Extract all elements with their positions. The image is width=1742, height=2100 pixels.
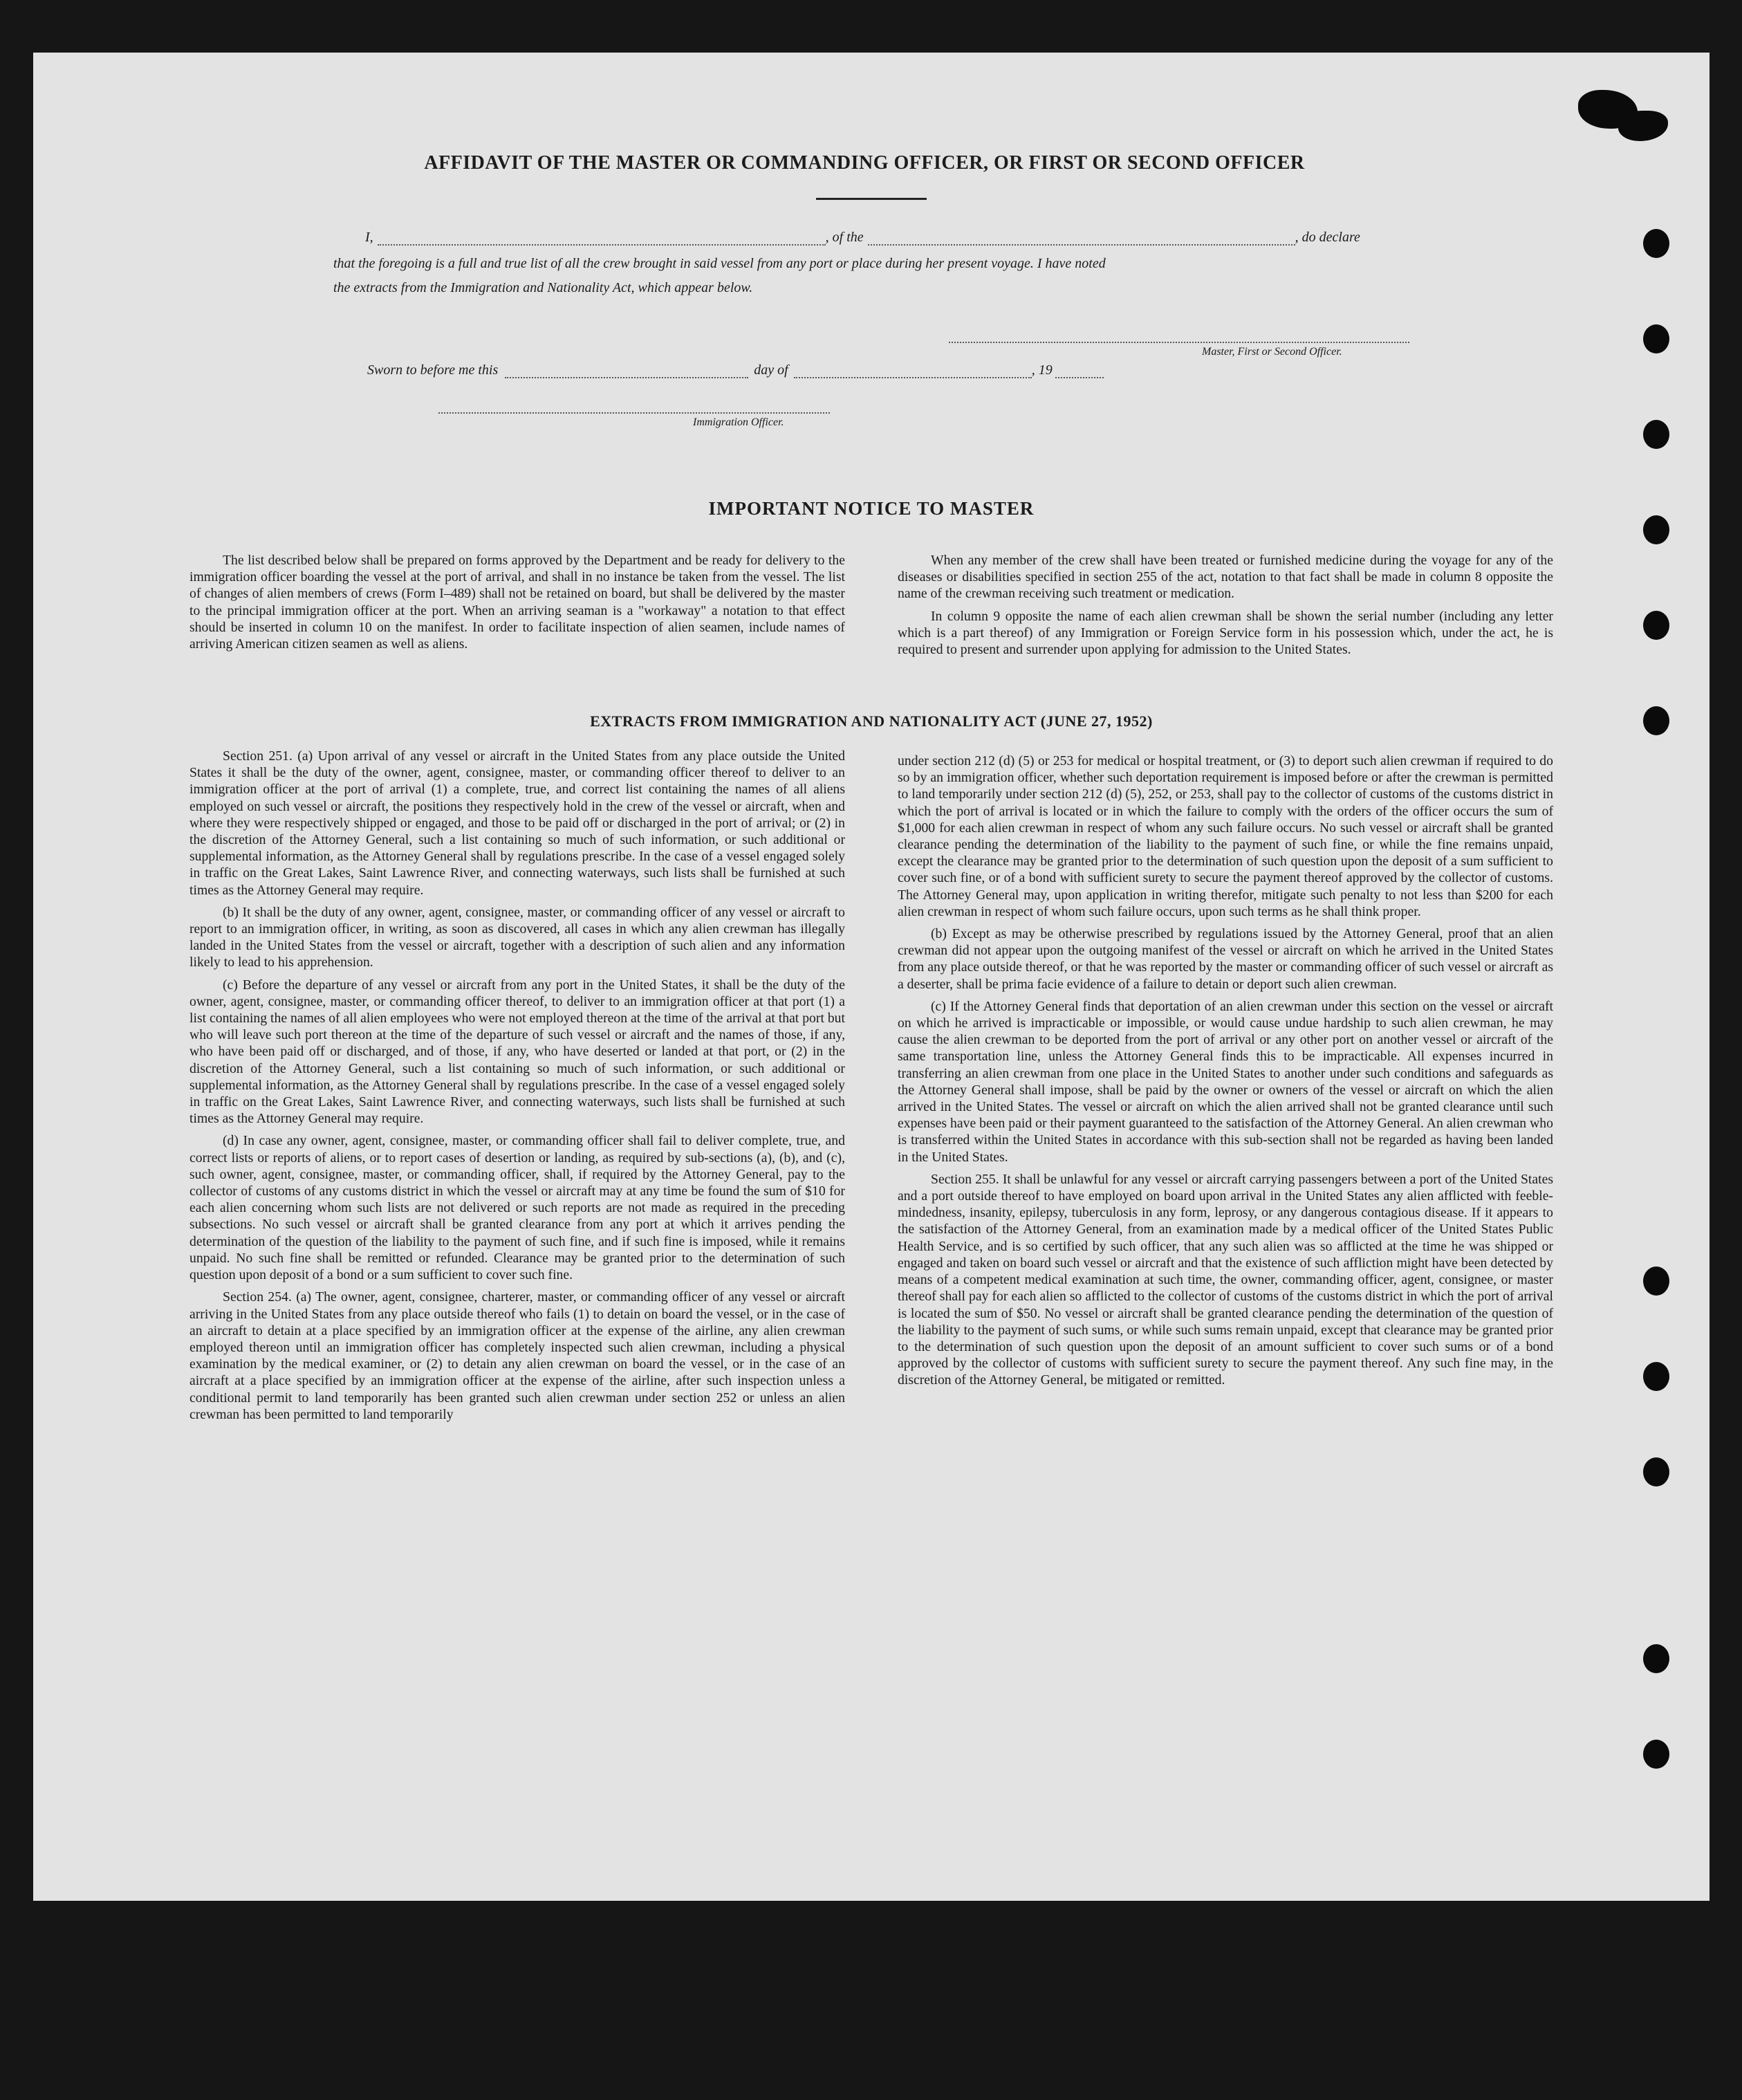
notice-right-paragraph: In column 9 opposite the name of each alien crewman shall be shown the serial number (including any letter which is a part thereof) of any Immigration or Foreign Service form in his possession which, under the act, he is required to present and surrender upon applying for admission to the United States. <box>898 608 1553 658</box>
notice-left-column <box>189 552 845 658</box>
extracts-right-column <box>898 753 1553 1394</box>
notice-left-paragraph: The list described below shall be prepared on forms approved by the Department and be ready for delivery to the immigration officer boarding the vessel at the port of arrival, and shall in no instance be taken from the vessel. The list of changes of alien members of crews (Form I–489) shall not be retained on board, but shall be delivered by the master to the principal immigration officer at the port. When an arriving seaman is a "workaway" a notation to that effect should be inserted in column 10 on the manifest. In order to facilitate inspection of alien seamen, include names of arriving American citizen seamen as well as aliens. <box>189 553 845 652</box>
punch-hole <box>1643 611 1669 640</box>
extract-paragraph: Section 251. (a) Upon arrival of any vessel or aircraft in the United States from any place outside the United States it shall be the duty of the owner, agent, consignee, master, or commanding officer thereof to deliver to an immigration officer at the port of arrival (1) a complete, true, and correct list containing the names of all aliens employed on such vessel or aircraft, the positions they respectively hold in the crew of the vessel or aircraft, when and where they were respectively shipped or engaged, and those to be paid off or discharged in the port of arrival; or (2) in the discretion of the Attorney General, such a list containing so much of such information, or such additional or supplemental information, as the Attorney General shall by regulations prescribe. In the case of a vessel engaged solely in traffic on the Great Lakes, Saint Lawrence River, and connecting waterways, such lists shall be furnished at such times as the Attorney General may require. <box>189 748 845 898</box>
do-declare-label: , do declare <box>1295 230 1360 245</box>
year-label: , 19 <box>1031 362 1053 378</box>
sworn-day-field[interactable] <box>505 363 748 378</box>
vessel-field[interactable] <box>868 230 1295 246</box>
ink-blot <box>1618 111 1668 141</box>
of-the-label: , of the <box>825 230 864 245</box>
extract-paragraph: (b) It shall be the duty of any owner, agent, consignee, master, or commanding officer of any vessel or aircraft to report to an immigration officer, in writing, as soon as discovered, all cases in which any alien crewman has illegally landed in the United States from the vessel or aircraft, together with a description of such alien and any information likely to lead to his apprehension. <box>189 904 845 970</box>
master-signature-line[interactable] <box>949 332 1409 343</box>
extract-paragraph: (d) In case any owner, agent, consignee, master, or commanding officer shall fail to deliver complete, true, and correct lists or reports of aliens, or to report cases of desertion or landing, as required by sub-sections (a), (b), and (c), such owner, agent, consignee, master, or commanding officer, shall, if required by the Attorney General, pay to the collector of customs of any customs district in which the vessel or aircraft may at any time be found the sum of $10 for each alien concerning whom such lists are not delivered or such reports are not made as required in the preceding subsections. No such vessel or aircraft shall be granted clearance from any port at which it arrives pending the determination of the question of the liability to the payment of such fine, and if such fine is imposed, while it remains unpaid. No such fine shall be remitted or refunded. Clearance may be granted prior to the determination of such question upon deposit of a bond or a sum sufficient to cover such fine. <box>189 1133 845 1283</box>
punch-hole <box>1643 1457 1669 1486</box>
extract-paragraph: Section 255. It shall be unlawful for any vessel or aircraft carrying passengers between a port of the United States and a port outside thereof to have employed on board upon arrival in the United States any alien afflicted with feeble-mindedness, insanity, epilepsy, tuberculosis in any form, leprosy, or any dangerous contagious disease. If it appears to the satisfaction of the Attorney General, from an examination made by a medical officer of the United States Public Health Service, and is so certified by such officer, that any such alien was so afflicted at the time he was shipped or engaged and taken on board such vessel or aircraft and that the existence of such affliction might have been detected by means of a competent medical examination at such time, the owner, commanding officer, agent, consignee, or master thereof shall pay for each alien so afflicted to the collector of customs of the customs district in which the port of arrival is located the sum of $50. No vessel or aircraft shall be granted clearance pending the determination of the question of the liability to the payment of such sums, or while such sums remain unpaid, except that clearance may be granted prior to the determination of such question upon the deposit of an amount sufficient to cover such sums or of a bond approved by the collector of customs with sufficient surety to secure the payment thereof. Any such fine may, in the discretion of the Attorney General, be mitigated or remitted. <box>898 1171 1553 1388</box>
declaration-line-2: that the foregoing is a full and true list of all the crew brought in said vessel from any port or place during her present voyage. I have noted <box>333 256 1106 271</box>
extract-paragraph: under section 212 (d) (5) or 253 for medical or hospital treatment, or (3) to deport such alien crewman if required to do so by an immigration officer, whether such deportation requirement is imposed before or after the crewman is permitted to land temporarily under section 212 (d) (5), 252, or 253, shall pay to the collector of customs of the customs district in which the port of arrival is located or in which the failure to comply with the orders of the officer occurs the sum of $1,000 for each alien crewman in respect of whom any such failure occurs. No such vessel or aircraft shall be granted clearance pending the determination of the liability to the payment of such fine, or while the fine remains unpaid, except the clearance may be granted prior to the determination of such question upon the deposit of a sum sufficient to cover such fine, or of a bond with sufficient surety to secure the payment thereof approved by the collector of customs. The Attorney General may, upon application in writing therefor, mitigate such penalty to not less than $200 for each alien crewman in respect of whom such failure occurs, upon such terms as he shall think proper. <box>898 753 1553 919</box>
affidavit-title: AFFIDAVIT OF THE MASTER OR COMMANDING OFFICER, OR FIRST OR SECOND OFFICER <box>424 152 1305 174</box>
officer-signature-label: Immigration Officer. <box>693 416 784 428</box>
extract-paragraph: (c) If the Attorney General finds that deportation of an alien crewman under this section on the vessel or aircraft on which he arrived is impracticable or impossible, or would cause undue hardship to such alien crewman, he may cause the alien crewman to be deported from the port of arrival or any other port on another vessel or aircraft of the same transportation line, unless the Attorney General finds this to be impracticable. All expenses incurred in transferring an alien crewman from one place in the United States to another under such conditions and safeguards as the Attorney General shall impose, shall be paid by the owner or owners of the vessel or aircraft on which the alien arrived in the United States. The vessel or aircraft on which the alien arrived shall not be granted clearance until such expenses have been paid or their payment guaranteed to the satisfaction of the Attorney General. An alien crewman who is transferred within the United States in accordance with this sub-section shall not be regarded as having been landed in the United States. <box>898 998 1553 1165</box>
punch-hole <box>1643 324 1669 353</box>
officer-signature-line[interactable] <box>438 404 830 414</box>
master-signature-label: Master, First or Second Officer. <box>1202 346 1342 358</box>
extracts-heading: EXTRACTS FROM IMMIGRATION AND NATIONALITY ACT (JUNE 27, 1952) <box>590 712 1153 730</box>
notice-right-paragraph: When any member of the crew shall have been treated or furnished medicine during the voyage for any of the diseases or disabilities specified in section 255 of the act, notation to that fact shall be made in column 8 opposite the name of the crewman receiving such treatment or medication. <box>898 553 1553 602</box>
title-rule <box>816 198 927 200</box>
i-label: I, <box>365 230 373 245</box>
declaration-line-1 <box>365 230 1409 246</box>
punch-hole <box>1643 420 1669 449</box>
punch-hole <box>1643 1644 1669 1673</box>
extract-paragraph: (c) Before the departure of any vessel or aircraft from any port in the United States, it shall be the duty of the owner, agent, consignee, master, or commanding officer thereof, to deliver to an immigration officer at that port (1) a list containing the names of all alien employees who were not employed thereon at the time of the arrival at that port but who will leave such port thereon at the time of the departure of such vessel or aircraft and the names of those, if any, who have been paid off or discharged, and of those, if any, who have deserted or landed at that port, or (2) in the discretion of the Attorney General, such a list containing so much of such information, or such additional or supplemental information, as the Attorney General shall by regulations prescribe. In the case of a vessel engaged solely in traffic on the Great Lakes, Saint Lawrence River, and connecting waterways, such lists shall be furnished at such times as the Attorney General may require. <box>189 977 845 1127</box>
punch-hole <box>1643 706 1669 735</box>
notice-heading: IMPORTANT NOTICE TO MASTER <box>708 498 1035 519</box>
extract-paragraph: (b) Except as may be otherwise prescribed by regulations issued by the Attorney General, proof that an alien crewman did not appear upon the outgoing manifest of the vessel or aircraft on which he arrived in the United States from any place outside thereof, or that he was reported by the master or commanding officer of such vessel or aircraft as a deserter, shall be prima facie evidence of a failure to detain or deport such alien crewman. <box>898 926 1553 992</box>
punch-hole <box>1643 1740 1669 1769</box>
punch-hole <box>1643 515 1669 544</box>
punch-hole <box>1643 1362 1669 1391</box>
sworn-year-field[interactable] <box>1055 363 1104 378</box>
notice-right-column <box>898 552 1553 663</box>
sworn-label: Sworn to before me this <box>367 362 499 378</box>
day-of-label: day of <box>754 362 788 378</box>
extracts-left-column <box>189 748 845 1428</box>
declaration-line-3: the extracts from the Immigration and Nationality Act, which appear below. <box>333 280 753 295</box>
punch-hole <box>1643 229 1669 258</box>
punch-hole <box>1643 1267 1669 1296</box>
sworn-month-field[interactable] <box>794 363 1032 378</box>
extract-paragraph: Section 254. (a) The owner, agent, consignee, charterer, master, or commanding officer of any vessel or aircraft arriving in the United States from any place outside thereof who fails (1) to detain on board the vessel, or in the case of an aircraft to detain at a place specified by an immigration officer at the expense of the airline, any alien crewman employed thereon until an immigration officer has completely inspected such alien crewman, including a physical examination by the medical examiner, or (2) to detain any alien crewman on board the vessel, or in the case of an aircraft at a place specified by an immigration officer at the expense of the airline, after such inspection unless a conditional permit to land temporarily has been granted such alien crewman under section 252 or unless an alien crewman has been permitted to land temporarily <box>189 1289 845 1422</box>
name-field[interactable] <box>378 230 826 246</box>
sworn-line <box>367 362 1104 378</box>
